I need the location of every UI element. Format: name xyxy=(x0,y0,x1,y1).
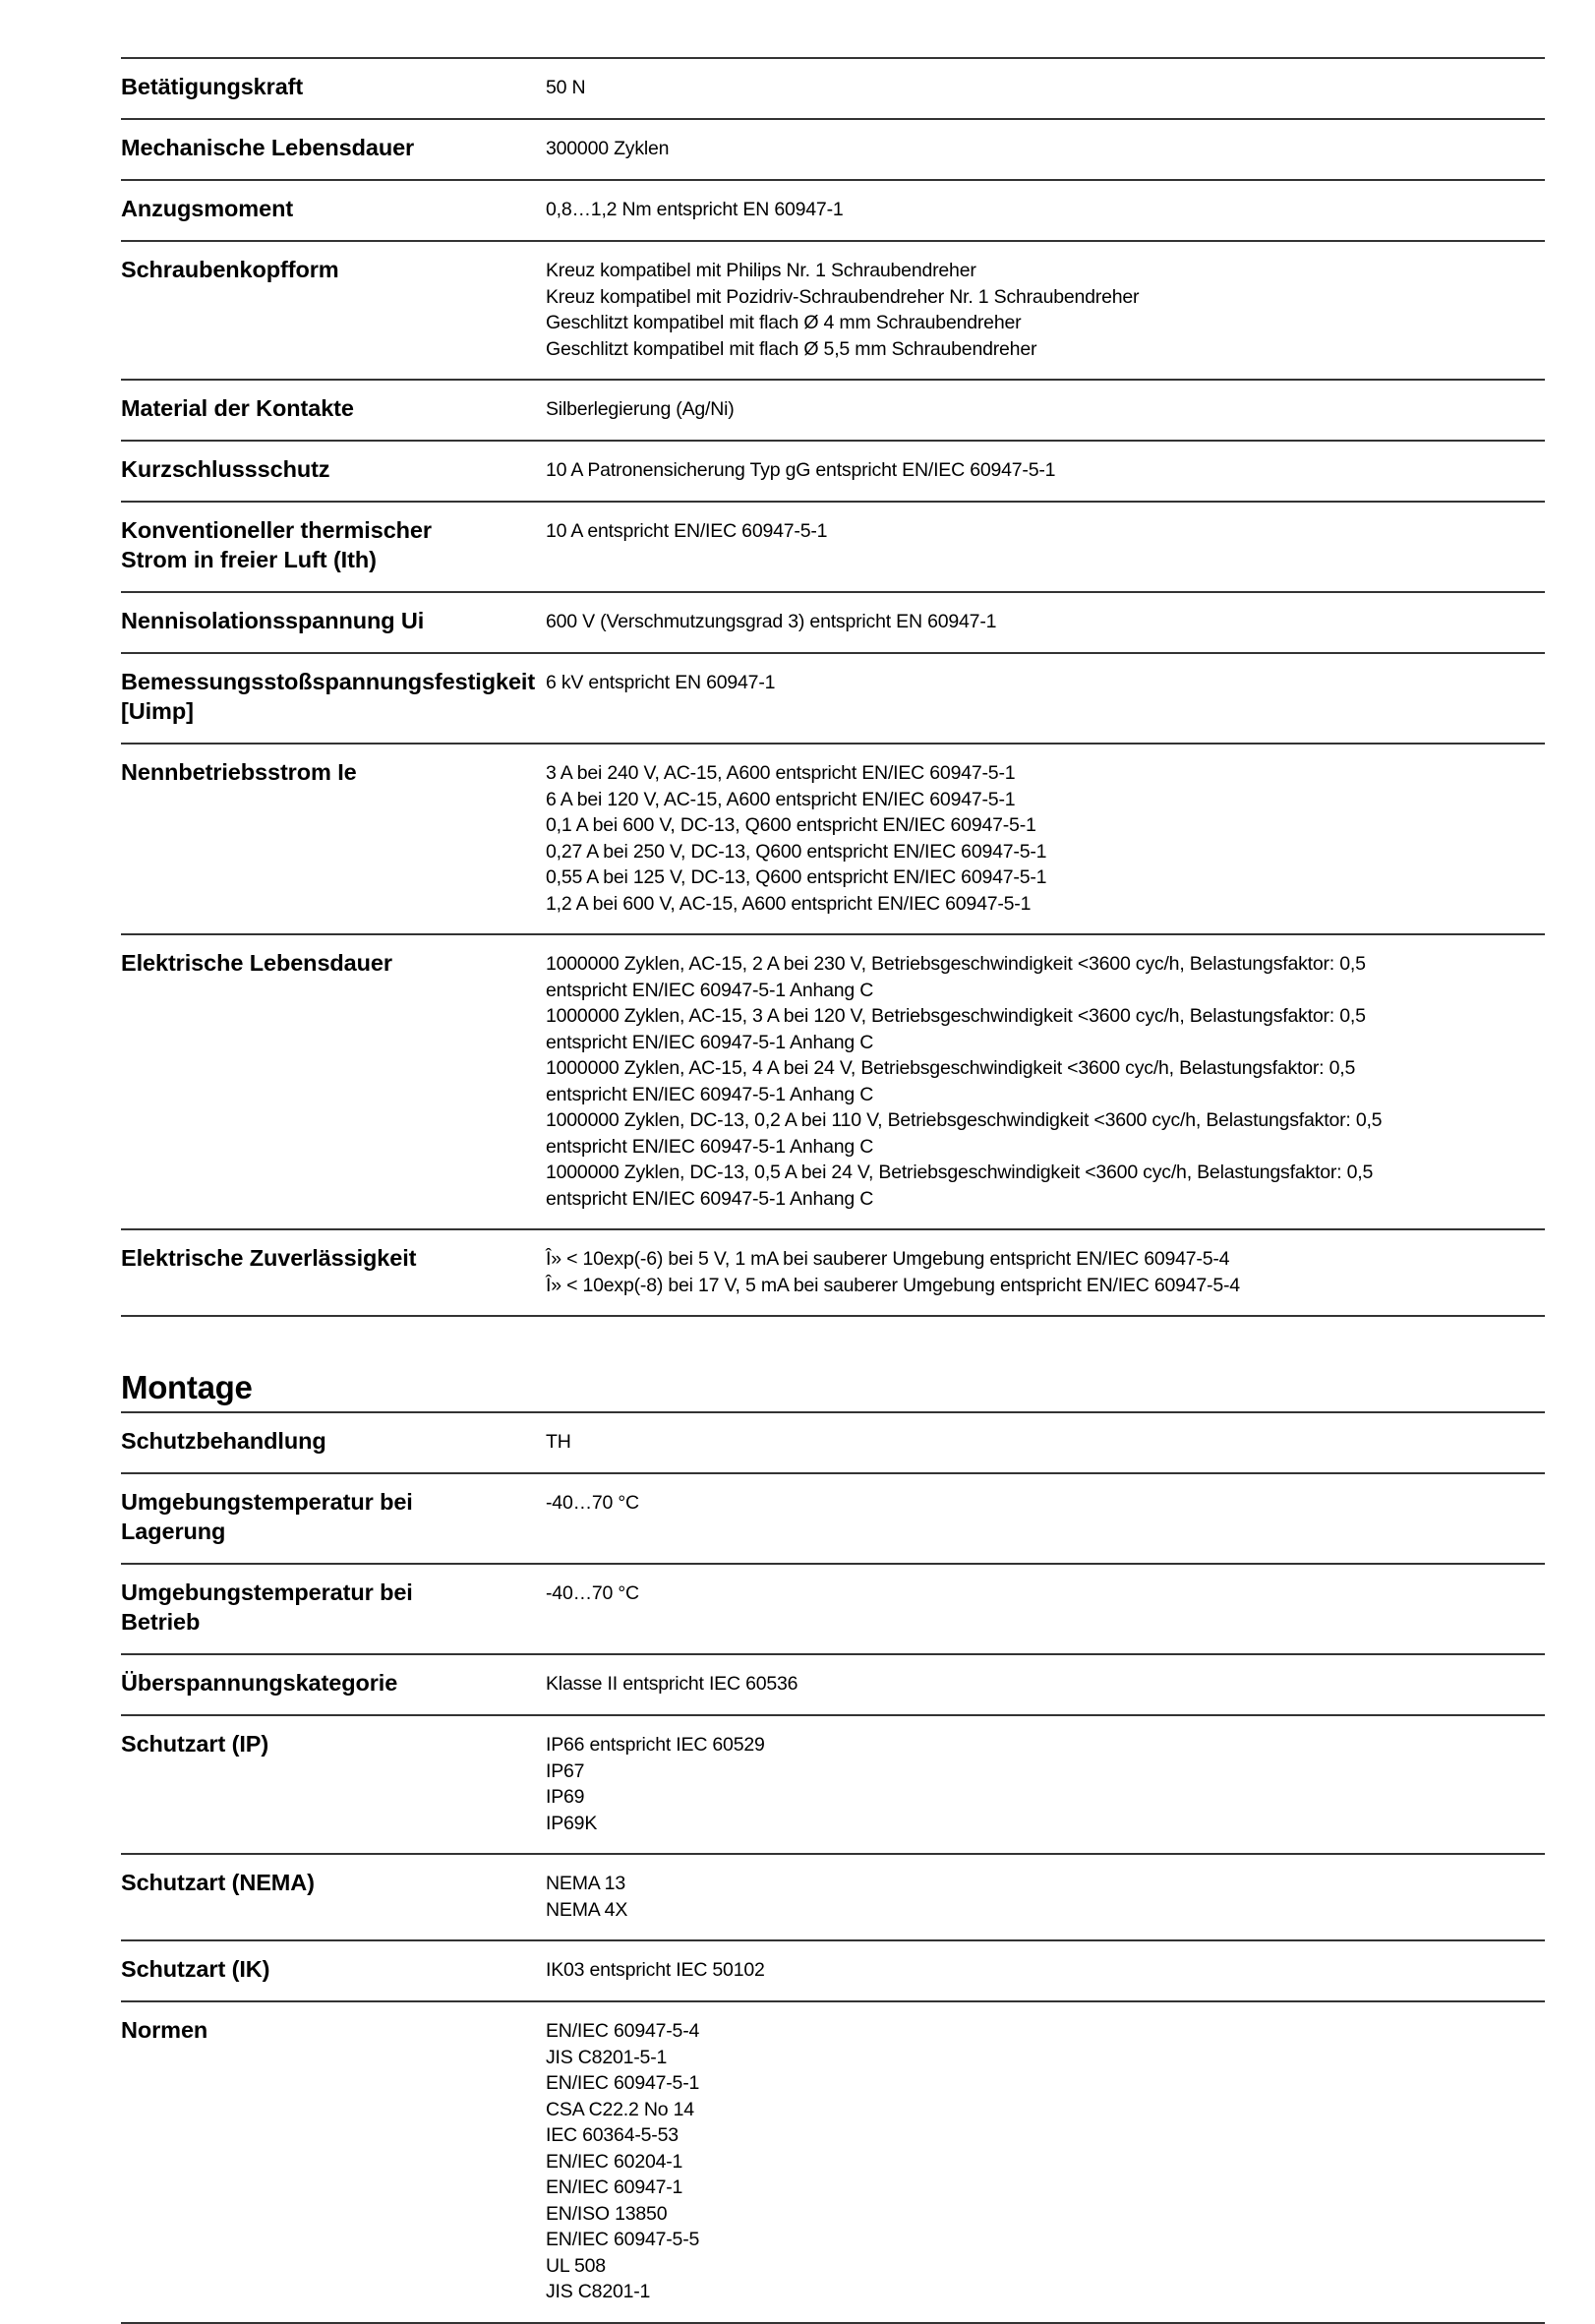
spec-value: entspricht EN/IEC 60947-5-1 Anhang C xyxy=(546,1187,874,1210)
spec-values xyxy=(546,393,1545,423)
spec-value: 6 A bei 120 V, AC-15, A600 entspricht EN/IEC 60947-5-1 xyxy=(546,788,1016,810)
spec-label: Schutzbehandlung xyxy=(121,1428,326,1454)
spec-value: Geschlitzt kompatibel mit flach Ø 4 mm Schraubendreher xyxy=(546,312,1022,333)
spec-label: Umgebungstemperatur bei Betrieb xyxy=(121,1579,413,1635)
spec-row-elektrische-lebensdauer xyxy=(121,935,1545,1230)
spec-values xyxy=(546,1729,1545,1836)
spec-values xyxy=(546,1243,1545,1298)
spec-values xyxy=(546,667,1545,726)
spec-label: Nennisolationsspannung Ui xyxy=(121,608,425,633)
spec-label: Normen xyxy=(121,2017,208,2043)
spec-row-schutzart-ip xyxy=(121,1716,1545,1855)
spec-row-nennisolationsspannung-ui xyxy=(121,593,1545,654)
spec-value: IP69K xyxy=(546,1812,598,1834)
spec-value: TH xyxy=(546,1431,571,1453)
spec-row-schraubenkopfform xyxy=(121,242,1545,381)
spec-value: Kreuz kompatibel mit Philips Nr. 1 Schraubendreher xyxy=(546,260,976,281)
spec-label: Schutzart (NEMA) xyxy=(121,1870,315,1895)
spec-value: Î» < 10exp(-6) bei 5 V, 1 mA bei sauberer Umgebung entspricht EN/IEC 60947-5-4 xyxy=(546,1248,1230,1270)
spec-value: JIS C8201-1 xyxy=(546,2281,651,2302)
spec-value: 0,55 A bei 125 V, DC-13, Q600 entspricht EN/IEC 60947-5-1 xyxy=(546,866,1047,888)
spec-label: Bemessungsstoßspannungsfestigkeit [Uimp] xyxy=(121,669,536,724)
spec-label: Konventioneller thermischer Strom in freier Luft (Ith) xyxy=(121,517,432,572)
datasheet-page xyxy=(121,57,1545,2324)
spec-value: Silberlegierung (Ag/Ni) xyxy=(546,398,735,420)
spec-label: Anzugsmoment xyxy=(121,196,294,221)
spec-values xyxy=(546,72,1545,101)
spec-label: Schutzart (IP) xyxy=(121,1731,269,1757)
spec-value: Klasse II entspricht IEC 60536 xyxy=(546,1673,798,1695)
spec-value: 1,2 A bei 600 V, AC-15, A600 entspricht EN/IEC 60947-5-1 xyxy=(546,892,1032,915)
spec-value: 300000 Zyklen xyxy=(546,138,670,159)
spec-label: Kurzschlussschutz xyxy=(121,456,330,482)
spec-value: entspricht EN/IEC 60947-5-1 Anhang C xyxy=(546,1031,874,1053)
spec-row-bemessungsstossspannungsfestigkeit-uimp xyxy=(121,654,1545,745)
spec-values xyxy=(546,454,1545,484)
spec-values xyxy=(546,1487,1545,1546)
spec-values xyxy=(546,606,1545,635)
spec-label: Schutzart (IK) xyxy=(121,1956,270,1982)
spec-value: 0,1 A bei 600 V, DC-13, Q600 entspricht EN/IEC 60947-5-1 xyxy=(546,814,1036,836)
spec-row-umgebungstemperatur-bei-lagerung xyxy=(121,1474,1545,1565)
spec-row-kurzschlussschutz xyxy=(121,442,1545,503)
spec-value: 1000000 Zyklen, AC-15, 2 A bei 230 V, Betriebsgeschwindigkeit <3600 cyc/h, Belastungsfaktor: 0,5 xyxy=(546,953,1366,975)
montage-table xyxy=(121,1411,1545,2324)
spec-value: 1000000 Zyklen, DC-13, 0,2 A bei 110 V, Betriebsgeschwindigkeit <3600 cyc/h, Belastungsfaktor: 0,5 xyxy=(546,1109,1383,1131)
spec-value: EN/IEC 60947-5-5 xyxy=(546,2229,700,2250)
specs-table xyxy=(121,57,1545,1317)
spec-row-schutzbehandlung xyxy=(121,1413,1545,1474)
spec-row-nennbetriebsstrom-ie xyxy=(121,745,1545,935)
spec-values xyxy=(546,194,1545,223)
spec-value: 600 V (Verschmutzungsgrad 3) entspricht EN 60947-1 xyxy=(546,611,997,632)
section-title-montage: Montage xyxy=(121,1369,253,1405)
spec-label: Material der Kontakte xyxy=(121,395,354,421)
spec-row-anzugsmoment xyxy=(121,181,1545,242)
spec-values xyxy=(546,1578,1545,1637)
spec-values xyxy=(546,757,1545,917)
spec-value: UL 508 xyxy=(546,2254,606,2277)
spec-label: Mechanische Lebensdauer xyxy=(121,135,415,160)
spec-label: Schraubenkopfform xyxy=(121,257,339,282)
spec-value: Î» < 10exp(-8) bei 17 V, 5 mA bei sauberer Umgebung entspricht EN/IEC 60947-5-4 xyxy=(546,1274,1240,1296)
spec-row-schutzart-ik xyxy=(121,1941,1545,2002)
spec-value: Geschlitzt kompatibel mit flach Ø 5,5 mm Schraubendreher xyxy=(546,337,1037,360)
spec-values xyxy=(546,2015,1545,2305)
spec-value: entspricht EN/IEC 60947-5-1 Anhang C xyxy=(546,1083,874,1105)
spec-value: NEMA 13 xyxy=(546,1873,625,1894)
spec-row-schutzart-nema xyxy=(121,1855,1545,1941)
spec-value: EN/IEC 60947-5-1 xyxy=(546,2072,700,2094)
spec-value: entspricht EN/IEC 60947-5-1 Anhang C xyxy=(546,979,874,1001)
spec-value: 3 A bei 240 V, AC-15, A600 entspricht EN/IEC 60947-5-1 xyxy=(546,762,1016,784)
spec-value: 1000000 Zyklen, AC-15, 4 A bei 24 V, Betriebsgeschwindigkeit <3600 cyc/h, Belastungsfaktor: 0,5 xyxy=(546,1057,1356,1079)
spec-value: EN/ISO 13850 xyxy=(546,2202,668,2225)
spec-value: 0,27 A bei 250 V, DC-13, Q600 entspricht EN/IEC 60947-5-1 xyxy=(546,840,1047,863)
spec-value: IP69 xyxy=(546,1786,585,1808)
spec-value: -40…70 °C xyxy=(546,1582,639,1604)
spec-value: 50 N xyxy=(546,77,586,98)
spec-values xyxy=(546,515,1545,574)
spec-row-material-der-kontakte xyxy=(121,381,1545,442)
spec-label: Elektrische Lebensdauer xyxy=(121,950,392,976)
spec-values xyxy=(546,1868,1545,1923)
spec-values xyxy=(546,948,1545,1212)
spec-value: 1000000 Zyklen, AC-15, 3 A bei 120 V, Betriebsgeschwindigkeit <3600 cyc/h, Belastungsfaktor: 0,5 xyxy=(546,1005,1366,1027)
spec-value: EN/IEC 60947-5-4 xyxy=(546,2020,700,2042)
spec-row-umgebungstemperatur-bei-betrieb xyxy=(121,1565,1545,1655)
spec-label: Elektrische Zuverlässigkeit xyxy=(121,1245,417,1271)
spec-value: EN/IEC 60947-1 xyxy=(546,2176,683,2198)
spec-value: IP66 entspricht IEC 60529 xyxy=(546,1734,765,1756)
spec-row-konventioneller-thermischer-strom-in-freier-luft-ith xyxy=(121,503,1545,593)
spec-label: Nennbetriebsstrom Ie xyxy=(121,759,357,785)
spec-value: NEMA 4X xyxy=(546,1898,628,1921)
spec-row-mechanische-lebensdauer xyxy=(121,120,1545,181)
spec-value: JIS C8201-5-1 xyxy=(546,2046,668,2068)
spec-value: IK03 entspricht IEC 50102 xyxy=(546,1959,765,1981)
spec-value: EN/IEC 60204-1 xyxy=(546,2150,683,2173)
spec-value: 6 kV entspricht EN 60947-1 xyxy=(546,672,776,693)
spec-value: entspricht EN/IEC 60947-5-1 Anhang C xyxy=(546,1135,874,1158)
spec-value: 0,8…1,2 Nm entspricht EN 60947-1 xyxy=(546,199,844,220)
spec-label: Überspannungskategorie xyxy=(121,1670,398,1696)
spec-values xyxy=(546,1426,1545,1456)
spec-value: CSA C22.2 No 14 xyxy=(546,2098,694,2120)
spec-value: 10 A Patronensicherung Typ gG entspricht EN/IEC 60947-5-1 xyxy=(546,459,1056,481)
spec-values xyxy=(546,255,1545,362)
spec-value: 10 A entspricht EN/IEC 60947-5-1 xyxy=(546,520,828,542)
spec-row-ueberspannungskategorie xyxy=(121,1655,1545,1716)
spec-label: Umgebungstemperatur bei Lagerung xyxy=(121,1489,413,1544)
spec-value: IEC 60364-5-53 xyxy=(546,2124,679,2146)
spec-value: 1000000 Zyklen, DC-13, 0,5 A bei 24 V, Betriebsgeschwindigkeit <3600 cyc/h, Belastungsfaktor: 0,5 xyxy=(546,1162,1374,1183)
spec-value: -40…70 °C xyxy=(546,1492,639,1514)
spec-label: Betätigungskraft xyxy=(121,74,304,99)
spec-values xyxy=(546,1954,1545,1984)
spec-values xyxy=(546,1668,1545,1698)
spec-values xyxy=(546,133,1545,162)
spec-row-elektrische-zuverlaessigkeit xyxy=(121,1230,1545,1317)
spec-value: Kreuz kompatibel mit Pozidriv-Schraubendreher Nr. 1 Schraubendreher xyxy=(546,285,1140,308)
spec-value: IP67 xyxy=(546,1759,585,1782)
spec-row-betaetigungskraft xyxy=(121,59,1545,120)
spec-row-normen xyxy=(121,2002,1545,2324)
